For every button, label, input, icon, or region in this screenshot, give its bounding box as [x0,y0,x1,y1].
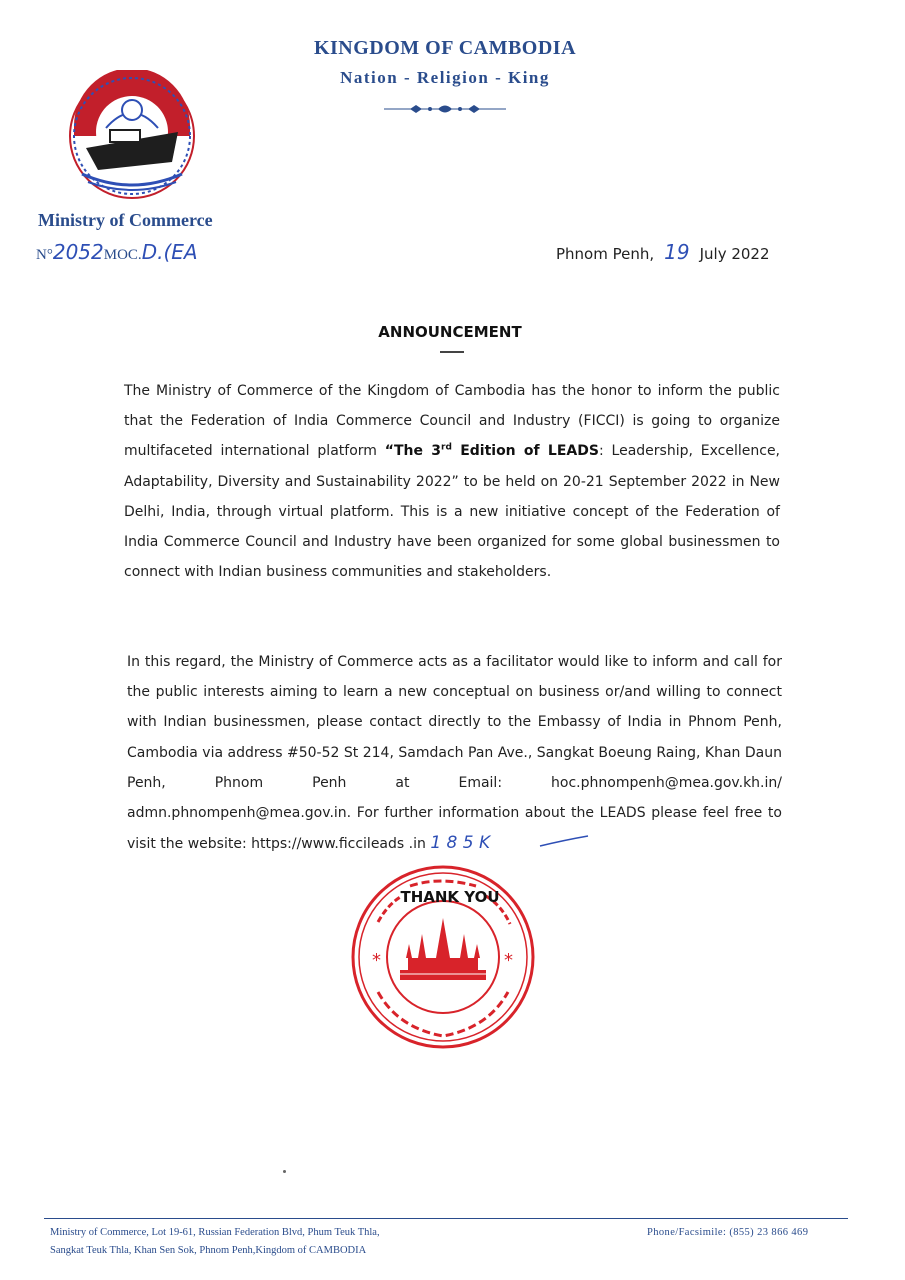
ref-mid: MOC. [103,247,142,263]
paragraph-1-tail: : Leadership, Excellence, Adaptability, Diversity and Sustainability 2022” to be held on 20-21 September 2022 in New Delhi, India, through virtual platform. This is a new initiative concept of the Federation of India Commerce Council and Industry have been organized for some global businessmen to connect with Indian business communities and stakeholders. [124,443,781,581]
national-motto: Nation - Religion - King [340,68,550,87]
date-day-handwritten: 19 [664,240,690,264]
date-place: Phnom Penh, [556,245,655,263]
footer-divider [44,1218,848,1219]
event-name: “The 3rd Edition of LEADS [384,442,599,460]
paragraph-2 [127,647,782,859]
ref-prefix: N° [36,247,53,263]
footer-address-line-1: Ministry of Commerce, Lot 19-61, Russian Federation Blvd, Phum Teuk Thla, [50,1227,380,1238]
paragraph-1 [124,376,780,587]
svg-text:*: * [372,950,381,971]
paragraph-2-text: In this regard, the Ministry of Commerce acts as a facilitator would like to inform and call for the public interests aiming to learn a new conceptual on business or/and willing to connect with Indian businessmen, please contact directly to the Embassy of India in Phnom Penh, Cambodia via address #50-52 St 214, Samdach Pan Ave., Sangkat Boeung Raing, Khan Daun Penh, Phnom Penh at Email: hoc.phnompenh@mea.gov.kh.in/ admn.phnompenh@mea.gov.in. For further information about the LEADS please feel free to visit the website: https://www.ficcileads .in [127,654,782,853]
footer-address-line-2: Sangkat Teuk Thla, Khan Sen Sok, Phnom Penh,Kingdom of CAMBODIA [50,1245,367,1256]
country-title: KINGDOM OF CAMBODIA [313,37,577,59]
speck [283,1170,286,1173]
svg-text:*: * [504,950,513,971]
title-underline [440,351,464,353]
ref-suffix-handwritten: D.(EA [141,240,198,264]
decorative-divider-icon [380,101,510,117]
handwritten-underline-icon [480,830,590,860]
reference-number [36,240,198,264]
ref-number-handwritten: 2052 [52,240,104,264]
ministry-of-commerce-seal-icon [66,70,198,202]
ministry-name: Ministry of Commerce [38,210,213,230]
document-title: ANNOUNCEMENT [378,323,522,341]
date-line [556,240,770,264]
date-month-year: July 2022 [699,245,770,263]
paragraph-1-lead: The Ministry of Commerce of the Kingdom of Cambodia has the honor to inform the public that the Federation of India Commerce Council and Industry (FICCI) is going to organize multifaceted international platform [124,383,780,460]
handwritten-note: 1 8 5 K [430,833,491,854]
closing-thank-you: THANK YOU [400,888,500,906]
footer-phone: Phone/Facsimile: (855) 23 866 469 [647,1227,809,1238]
footer-address [50,1224,380,1260]
